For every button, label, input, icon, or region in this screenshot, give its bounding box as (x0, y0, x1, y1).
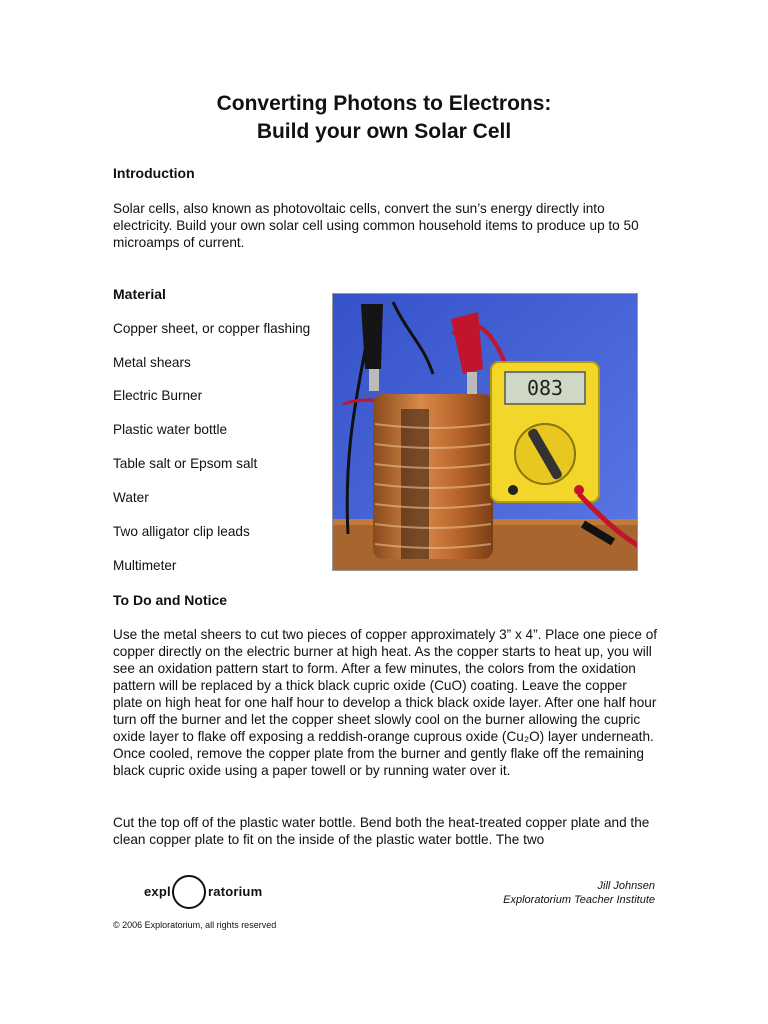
title-line-1: Converting Photons to Electrons: (216, 92, 552, 115)
material-item: Plastic water bottle (113, 422, 228, 437)
page-title (0, 90, 768, 146)
material-item: Table salt or Epsom salt (113, 456, 258, 471)
material-item: Multimeter (113, 558, 177, 573)
todo-heading: To Do and Notice (113, 592, 228, 608)
solar-cell-photo (332, 293, 638, 571)
meter-reading: 083 (526, 376, 564, 400)
material-item: Copper sheet, or copper flashing (113, 321, 311, 336)
author-name: Jill Johnsen (597, 880, 655, 892)
material-item: Two alligator clip leads (113, 524, 250, 539)
copyright-notice: © 2006 Exploratorium, all rights reserved (113, 920, 277, 930)
introduction-heading: Introduction (113, 165, 195, 181)
material-item: Metal shears (113, 355, 191, 370)
material-item: Water (113, 490, 149, 505)
todo-paragraph-2: Cut the top off of the plastic water bottle. Bend both the heat-treated copper plate and the clean copper plate to fit on the inside of the plastic water bottle. The two (113, 815, 650, 847)
logo-text-right: ratorium (208, 884, 263, 899)
todo-paragraph-1: Use the metal sheers to cut two pieces of copper approximately 3” x 4”. Place one piece of copper directly on the electric burner at high heat. As the copper starts to heat up, you will see an oxidation pattern start to form. After a few minutes, the colors from the oxidation pattern will be replaced by a thick black cupric oxide (CuO) coating. Leave the copper plate on high heat for one half hour to develop a thick black oxide layer. After one half hour turn off the burner and let the copper sheet slowly cool on the burner allowing the cupric oxide layer to flake off exposing a reddish-orange cuprous oxide (Cu₂O) layer underneath. Once cooled, remove the copper plate from the burner and gently flake off the remaining black cupric oxide using a paper towell or by running water over it. (113, 627, 658, 778)
material-heading: Material (113, 286, 166, 302)
author-block (503, 879, 655, 907)
title-line-2: Build your own Solar Cell (256, 120, 512, 143)
logo-ring-icon (172, 875, 206, 909)
material-item: Electric Burner (113, 388, 203, 403)
introduction-text: Solar cells, also known as photovoltaic cells, convert the sun’s energy directly into electricity. Build your own solar cell using common household items to produce up to 50 microamps of current. (113, 201, 639, 250)
author-org: Exploratorium Teacher Institute (503, 894, 655, 906)
logo-text-left: expl (144, 884, 171, 899)
